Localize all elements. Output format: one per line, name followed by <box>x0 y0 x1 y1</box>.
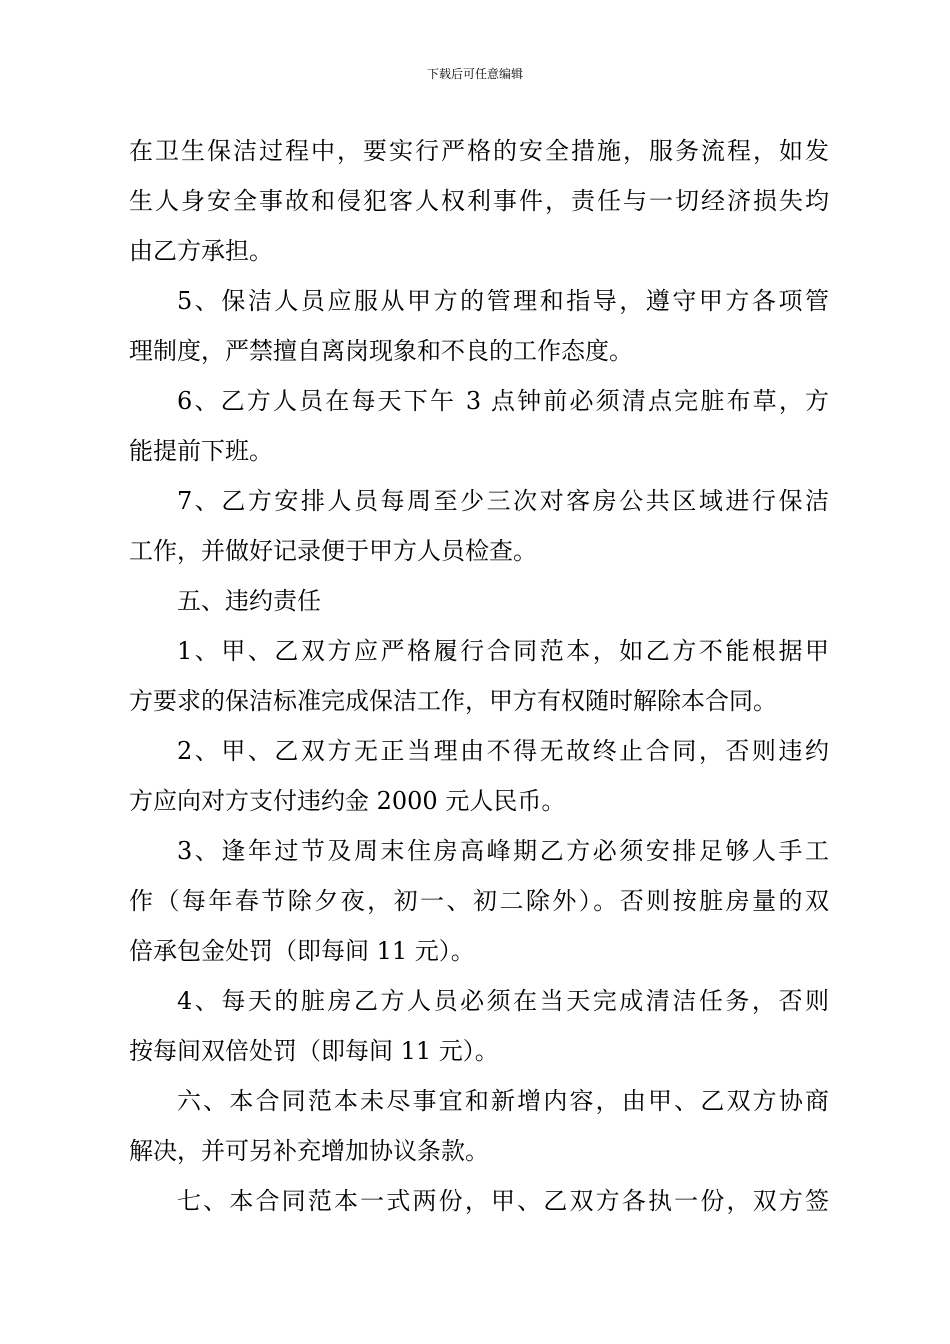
page-header-note: 下载后可任意编辑 <box>426 67 523 81</box>
section-heading: 五、违约责任 <box>177 587 321 615</box>
text-line: 方要求的保洁标准完成保洁工作，甲方有权随时解除本合同。 <box>129 687 777 715</box>
text-line: 5、保洁人员应服从甲方的管理和指导，遵守甲方各项管 <box>177 287 829 315</box>
text-line: 1、甲、乙双方应严格履行合同范本，如乙方不能根据甲 <box>177 637 829 665</box>
text-line: 倍承包金处罚（即每间 11 元）。 <box>129 937 475 965</box>
text-line: 七、本合同范本一式两份，甲、乙双方各执一份，双方签 <box>177 1187 829 1215</box>
text-line: 理制度，严禁擅自离岗现象和不良的工作态度。 <box>129 337 633 365</box>
text-line: 六、本合同范本未尽事宜和新增内容，由甲、乙双方协商 <box>177 1087 829 1115</box>
text-line: 4、每天的脏房乙方人员必须在当天完成清洁任务，否则 <box>177 987 829 1015</box>
text-line: 工作，并做好记录便于甲方人员检查。 <box>129 537 537 565</box>
text-line: 生人身安全事故和侵犯客人权利事件，责任与一切经济损失均 <box>129 187 829 215</box>
text-line: 能提前下班。 <box>129 437 273 465</box>
text-line: 7、乙方安排人员每周至少三次对客房公共区域进行保洁 <box>177 487 829 515</box>
text-line: 方应向对方支付违约金 2000 元人民币。 <box>129 787 566 815</box>
document-body <box>129 126 829 1226</box>
text-line: 作（每年春节除夕夜，初一、初二除外）。否则按脏房量的双 <box>129 887 829 915</box>
text-line: 2、甲、乙双方无正当理由不得无故终止合同，否则违约 <box>177 737 829 765</box>
text-line: 由乙方承担。 <box>129 237 273 265</box>
text-line: 在卫生保洁过程中，要实行严格的安全措施，服务流程，如发 <box>129 137 829 165</box>
text-line: 3、逢年过节及周末住房高峰期乙方必须安排足够人手工 <box>177 837 829 865</box>
text-line: 解决，并可另补充增加协议条款。 <box>129 1137 489 1165</box>
text-line: 6、乙方人员在每天下午 3 点钟前必须清点完脏布草，方 <box>177 387 829 415</box>
text-line: 按每间双倍处罚（即每间 11 元）。 <box>129 1037 499 1065</box>
